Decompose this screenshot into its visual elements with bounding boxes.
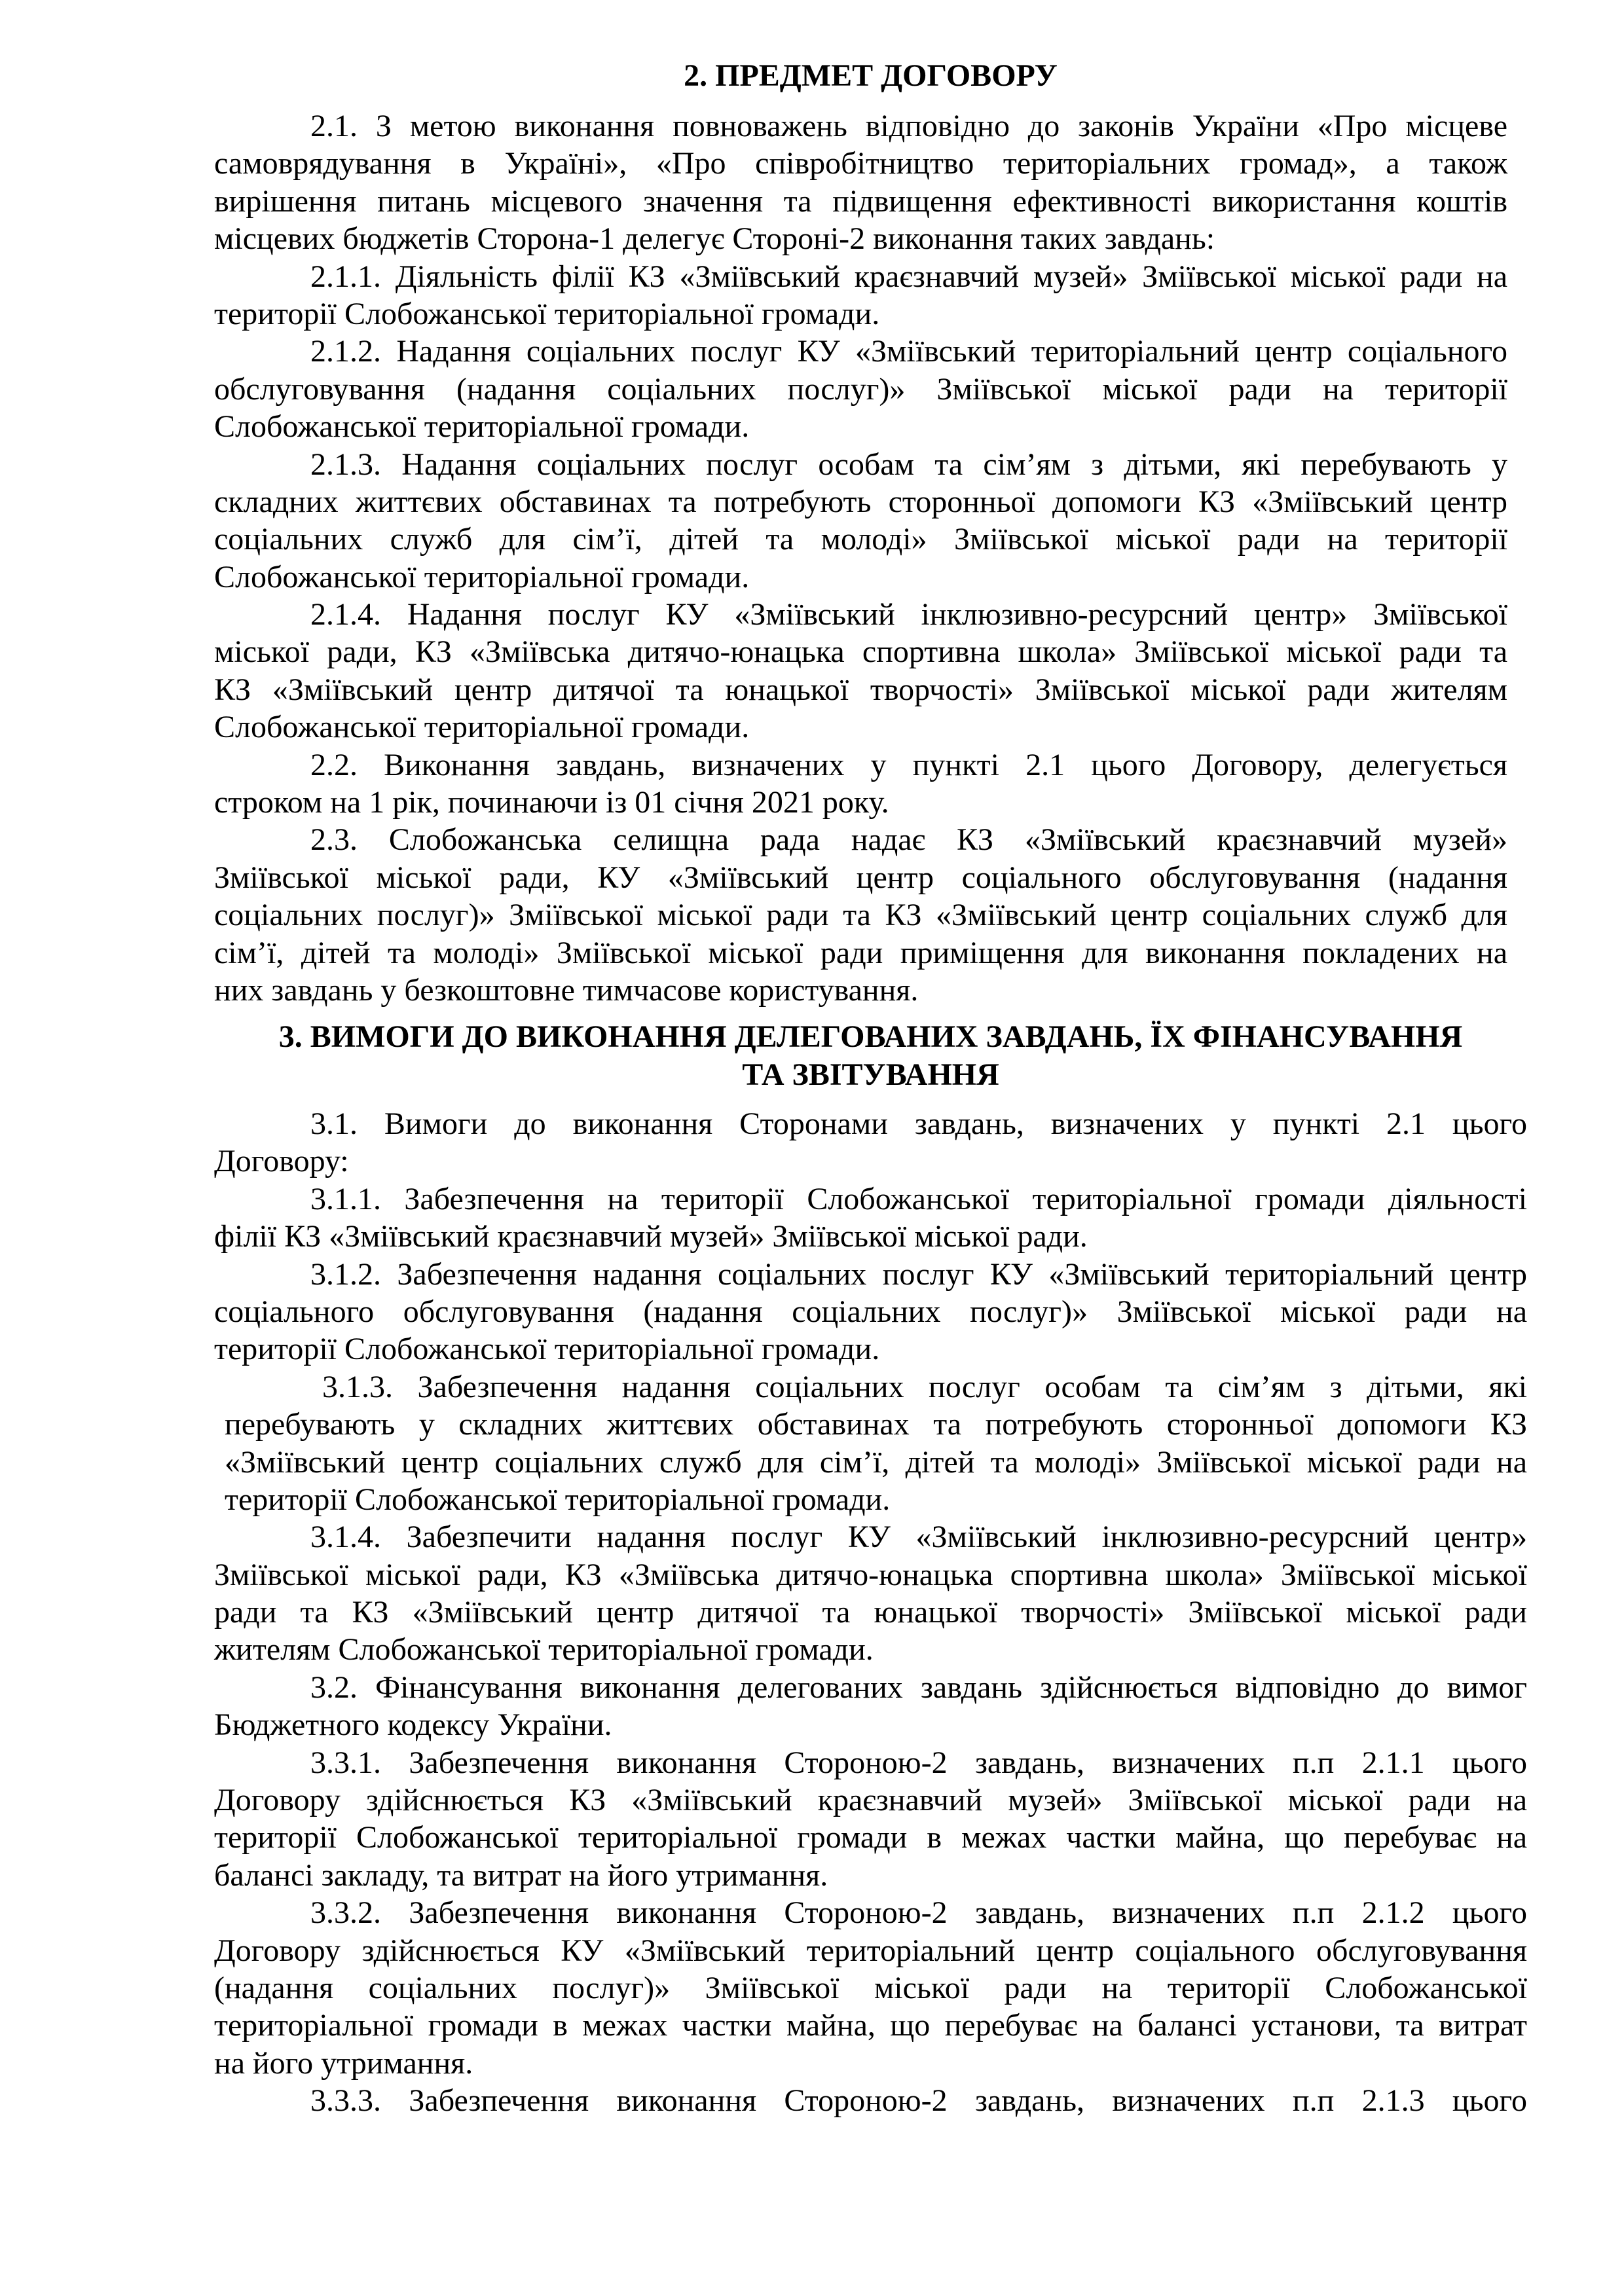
paragraph-3-3-3 <box>214 2082 1527 2119</box>
paragraph-2-1-4 <box>214 596 1507 746</box>
text-line: території Слобожанської територіальної громади. <box>214 1332 880 1367</box>
text-line: 3.1.3. Забезпечення надання соціальних послуг особам та сім’ям з дітьми, які <box>322 1369 1527 1404</box>
text-line: Слобожанської територіальної громади. <box>214 710 750 745</box>
paragraph-3-3-2 <box>214 1894 1527 2082</box>
section-3-heading-line-2: ТА ЗВІТУВАННЯ <box>742 1057 999 1092</box>
text-line: соціального обслуговування (надання соціальних послуг)» Зміївської міської ради на <box>214 1294 1527 1329</box>
text-line: строком на 1 рік, починаючи із 01 січня 2021 року. <box>214 785 889 820</box>
text-line: 3.3.1. Забезпечення виконання Стороною-2 завдань, визначених п.п 2.1.1 цього <box>310 1745 1527 1780</box>
section-2-body <box>214 107 1507 1009</box>
text-line: Договору: <box>214 1144 349 1179</box>
paragraph-3-1 <box>214 1105 1527 1180</box>
text-line: Слобожанської територіальної громади. <box>214 559 750 594</box>
text-line: них завдань у безкоштовне тимчасове користування. <box>214 972 919 1008</box>
paragraph-3-3-1 <box>214 1744 1527 1895</box>
paragraph-2-1 <box>214 107 1507 258</box>
text-line: складних життєвих обставинах та потребують сторонньої допомоги КЗ «Зміївський центр <box>214 484 1507 519</box>
paragraph-2-1-2 <box>214 333 1507 445</box>
paragraph-3-1-4 <box>214 1518 1527 1669</box>
section-3-body <box>214 1105 1527 2120</box>
text-line: КЗ «Зміївський центр дитячої та юнацької творчості» Зміївської міської ради жителям <box>214 672 1507 707</box>
text-line: 2.1. З метою виконання повноважень відповідно до законів України «Про місцеве <box>310 109 1507 143</box>
text-line: території Слобожанської територіальної громади. <box>225 1482 891 1517</box>
text-line: перебувають у складних життєвих обставинах та потребують сторонньої допомоги КЗ <box>225 1407 1527 1442</box>
text-line: обслуговування (надання соціальних послуг)» Зміївської міської ради на території <box>214 371 1507 407</box>
text-line: 3.1.2. Забезпечення надання соціальних послуг КУ «Зміївський територіальний центр <box>310 1256 1527 1292</box>
text-line: 2.2. Виконання завдань, визначених у пункті 2.1 цього Договору, делегується <box>310 747 1507 782</box>
text-line: філії КЗ «Зміївський краєзнавчий музей» Зміївської міської ради. <box>214 1219 1088 1254</box>
text-line: 3.3.3. Забезпечення виконання Стороною-2 завдань, визначених п.п 2.1.3 цього <box>310 2083 1527 2119</box>
text-line: сім’ї, дітей та молоді» Зміївської міської ради приміщення для виконання покладених на <box>214 935 1507 970</box>
text-line: Договору здійснюється КЗ «Зміївський краєзнавчий музей» Зміївської міської ради на <box>214 1783 1527 1818</box>
text-line: «Зміївський центр соціальних служб для сім’ї, дітей та молоді» Зміївської міської ради на <box>225 1444 1527 1480</box>
paragraph-2-1-1 <box>214 258 1507 333</box>
text-line: вирішення питань місцевого значення та підвищення ефективності використання коштів <box>214 183 1507 219</box>
text-line: балансі закладу, та витрат на його утримання. <box>214 1857 828 1893</box>
text-line: Слобожанської територіальної громади. <box>214 409 750 445</box>
section-2-heading: 2. ПРЕДМЕТ ДОГОВОРУ <box>684 58 1058 93</box>
text-line: ради та КЗ «Зміївський центр дитячої та юнацької творчості» Зміївської міської ради <box>214 1595 1527 1630</box>
paragraph-3-1-2 <box>214 1256 1527 1368</box>
paragraph-3-2 <box>214 1669 1527 1744</box>
text-line: Бюджетного кодексу України. <box>214 1707 612 1743</box>
text-line: (надання соціальних послуг)» Зміївської міської ради на території Слобожанської <box>214 1970 1527 2005</box>
text-line: соціальних служб для сім’ї, дітей та молоді» Зміївської міської ради на території <box>214 522 1507 557</box>
text-line: жителям Слобожанської територіальної громади. <box>214 1632 874 1667</box>
paragraph-3-1-3 <box>214 1368 1527 1519</box>
paragraph-2-1-3 <box>214 446 1507 596</box>
text-line: самоврядування в Україні», «Про співробітництво територіальних громад», а також <box>214 146 1507 181</box>
text-line: Зміївської міської ради, КУ «Зміївський центр соціального обслуговування (надання <box>214 860 1507 895</box>
text-line: Зміївської міської ради, КЗ «Зміївська дитячо-юнацька спортивна школа» Зміївської міської <box>214 1557 1527 1592</box>
text-line: 3.1. Вимоги до виконання Сторонами завдань, визначених у пункті 2.1 цього <box>310 1106 1527 1141</box>
paragraph-2-3 <box>214 821 1507 1009</box>
text-line: 2.1.1. Діяльність філії КЗ «Зміївський краєзнавчий музей» Зміївської міської ради на <box>310 259 1507 294</box>
text-line: 3.1.1. Забезпечення на території Слобожанської територіальної громади діяльності <box>310 1181 1527 1216</box>
paragraph-2-2 <box>214 746 1507 822</box>
text-line: територіальної громади в межах частки майна, що перебуває на балансі установи, та витрат <box>214 2008 1527 2043</box>
text-line: території Слобожанської територіальної громади в межах частки майна, що перебуває на <box>214 1820 1527 1855</box>
text-line: міської ради, КЗ «Зміївська дитячо-юнацька спортивна школа» Зміївської міської ради та <box>214 634 1507 670</box>
text-line: 3.3.2. Забезпечення виконання Стороною-2 завдань, визначених п.п 2.1.2 цього <box>310 1895 1527 1931</box>
section-3-heading-line-1: 3. ВИМОГИ ДО ВИКОНАННЯ ДЕЛЕГОВАНИХ ЗАВДАНЬ, ЇХ ФІНАНСУВАННЯ <box>278 1019 1463 1054</box>
text-line: 2.1.4. Надання послуг КУ «Зміївський інклюзивно-ресурсний центр» Зміївської <box>310 597 1507 632</box>
text-line: на його утримання. <box>214 2045 473 2081</box>
text-line: 3.1.4. Забезпечити надання послуг КУ «Зміївський інклюзивно-ресурсний центр» <box>310 1520 1527 1555</box>
text-line: 2.3. Слобожанська селищна рада надає КЗ «Зміївський краєзнавчий музей» <box>310 822 1507 858</box>
text-line: 3.2. Фінансування виконання делегованих завдань здійснюється відповідно до вимог <box>310 1669 1527 1705</box>
text-line: території Слобожанської територіальної громади. <box>214 296 880 331</box>
text-line: Договору здійснюється КУ «Зміївський територіальний центр соціального обслуговування <box>214 1933 1527 1968</box>
text-line: місцевих бюджетів Сторона-1 делегує Стороні-2 виконання таких завдань: <box>214 221 1215 257</box>
text-line: 2.1.3. Надання соціальних послуг особам та сім’ям з дітьми, які перебувають у <box>310 446 1507 482</box>
paragraph-3-1-1 <box>214 1180 1527 1256</box>
text-line: соціальних послуг)» Зміївської міської ради та КЗ «Зміївський центр соціальних служб для <box>214 898 1507 933</box>
text-line: 2.1.2. Надання соціальних послуг КУ «Зміївський територіальний центр соціального <box>310 334 1507 369</box>
